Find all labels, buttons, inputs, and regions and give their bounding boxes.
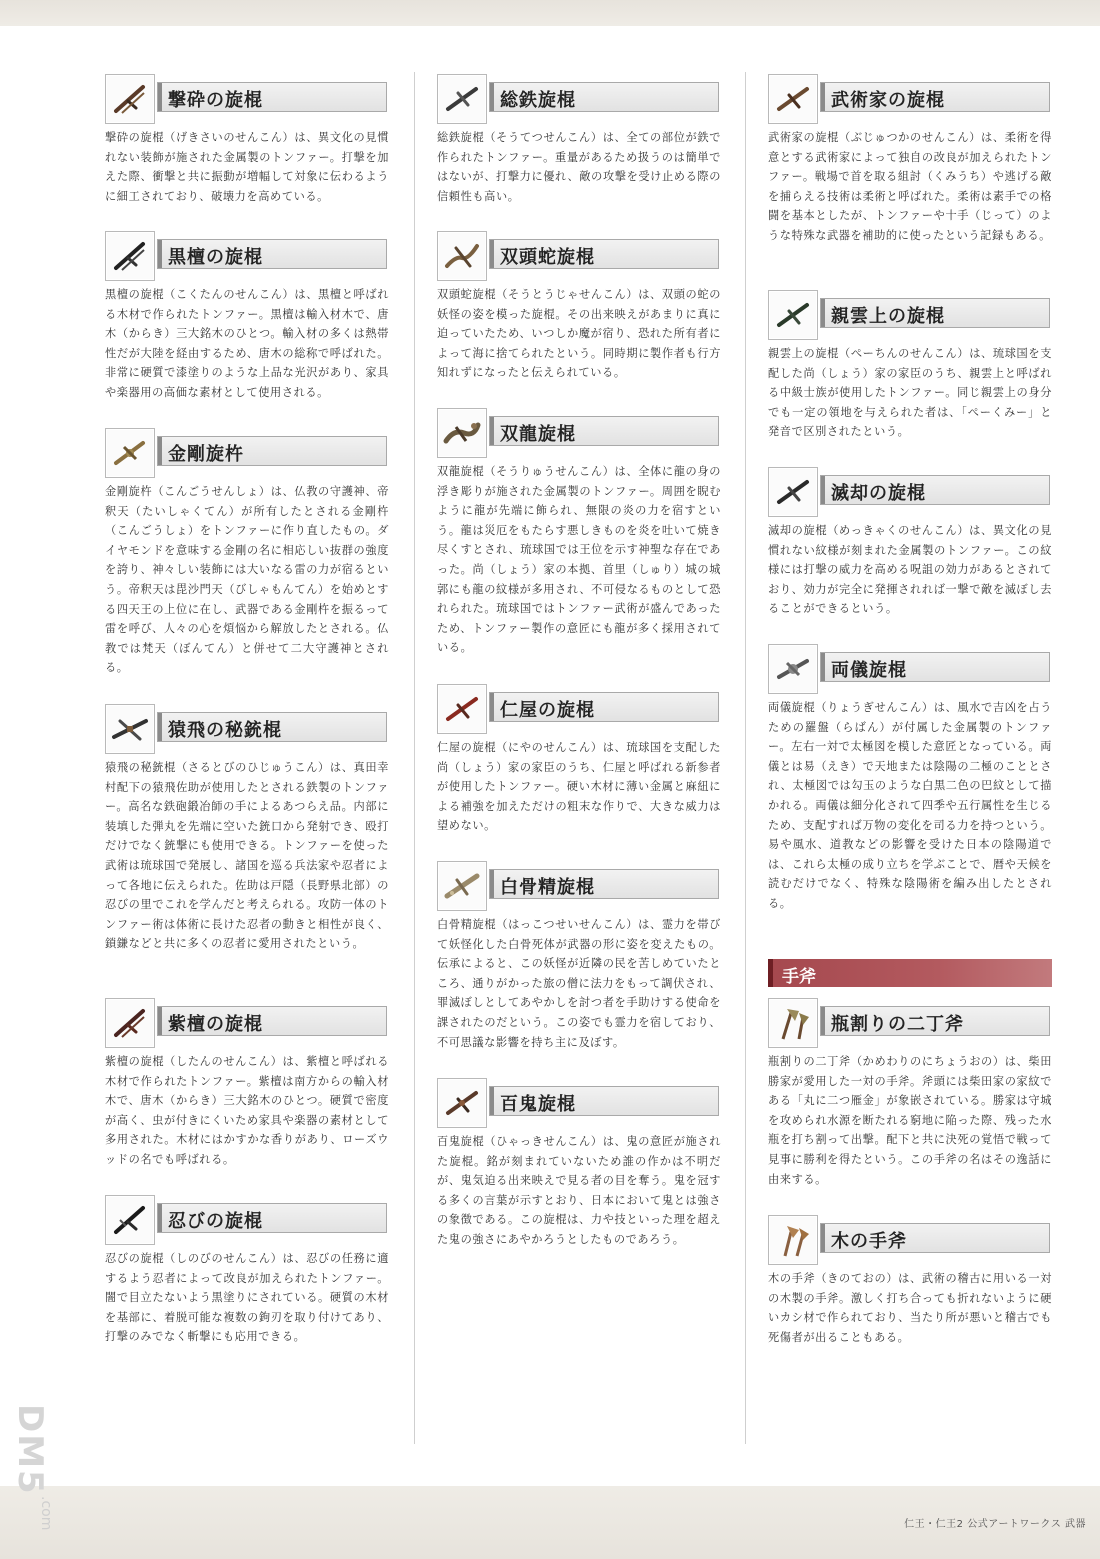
entry-description: 黒檀の旋棍（こくたんのせんこん）は、黒檀と呼ばれる木材で作られたトンファー。黒檀は輸入材木で、唐木（からき）三大銘木のひとつ。輸入材の多くは熱帯性だが大陸を経由するため、唐木の総称で呼ばれた。非常に硬質で漆塗りのような上品な光沢があり、家具や楽器用の高価な素材として使用される。	[105, 288, 389, 399]
entry-title: 金剛旋杵	[168, 444, 244, 465]
tonfa-icon	[105, 1195, 155, 1245]
entry-description: 木の手斧（きのておの）は、武術の稽古に用いる一対の木製の手斧。激しく打ち合っても折れないように硬いカシ材で作られており、当たり所が悪いと稽古でも死傷者が出ることもある。	[768, 1272, 1052, 1344]
entry-description: 双龍旋棍（そうりゅうせんこん）は、全体に龍の身の浮き彫りが施された金属製のトンファー。周囲を睨むように龍が先端に飾られ、無限の炎の力を宿すという。龍は災厄をもたらす悪しきものを炎を吐いて焼き尽くすとされ、琉球国では王位を示す神聖な存在であった。尚（しょう）家の本拠、首里（しゅり）城の城郭にも龍の紋様が多用され、不可侵なるものとして恐れられた。琉球国ではトンファー武術が盛んであったため、トンファー製作の意匠にも龍が多く採用されている。	[437, 465, 721, 655]
entry-title-bar	[820, 298, 1050, 328]
entry-title-bar	[489, 869, 719, 899]
tonfa-icon	[105, 998, 155, 1048]
entry-title-bar	[157, 239, 387, 269]
watermark-text: DM5	[10, 1404, 50, 1496]
entry-title: 総鉄旋棍	[500, 90, 576, 111]
entry-description: 百鬼旋棍（ひゃっきせんこん）は、鬼の意匠が施された旋棍。銘が刻まれていないため誰の作かは不明だが、鬼気迫る出来映えで見る者の目を奪う。鬼を冠する多くの言葉が示すとおり、日本において鬼とは強さの象徴である。この旋棍は、力や技といった理を超えた鬼の強さにあやかろうとしたものであろう。	[437, 1135, 721, 1246]
entry-title: 百鬼旋棍	[500, 1094, 576, 1115]
tonfa-icon	[105, 74, 155, 124]
vajra-tonfa-icon	[105, 428, 155, 478]
top-paper-band	[0, 0, 1100, 26]
entry-title-bar	[820, 82, 1050, 112]
entry-description: 忍びの旋棍（しのびのせんこん）は、忍びの任務に適するよう忍者によって改良が加えられたトンファー。闇で目立たないよう黒塗りにされている。硬質の木材を基部に、着脱可能な複数の鉤刃を取り付けてあり、打撃のみでなく斬撃にも応用できる。	[105, 1252, 389, 1344]
section-header-hand-axe	[768, 959, 1052, 987]
entry-title-bar	[157, 712, 387, 742]
entry-title: 両儀旋棍	[831, 660, 907, 681]
entry-title: 親雲上の旋棍	[831, 306, 945, 327]
entry-description: 両儀旋棍（りょうぎせんこん）は、風水で吉凶を占うための羅盤（らばん）が付属した金属製のトンファー。左右一対で太極図を模した意匠となっている。両儀とは易（えき）で天地または陰陽の二極のこととされ、太極図では勾玉のような白黒二色の巴紋として描かれる。両儀は細分化されて四季や五行属性を生じるため、支配すれば万物の変化を司る力を持つという。易や風水、道教などの影響を受けた日本の陰陽道では、これら太極の成り立ちを学ぶことで、暦や天候を読むだけでなく、特殊な陰陽術を編み出したとされる。	[768, 701, 1052, 910]
section-title: 手斧	[782, 967, 816, 987]
oni-tonfa-icon	[437, 1078, 487, 1128]
watermark-suffix: .com	[38, 1496, 54, 1531]
tonfa-icon	[105, 231, 155, 281]
entry-title-bar	[489, 416, 719, 446]
entry-title: 忍びの旋棍	[168, 1211, 263, 1232]
entry-title-bar	[157, 1006, 387, 1036]
tonfa-icon	[437, 74, 487, 124]
entry-title-bar	[157, 82, 387, 112]
serpent-tonfa-icon	[437, 231, 487, 281]
entry-description: 双頭蛇旋棍（そうとうじゃせんこん）は、双頭の蛇の妖怪の姿を模った旋棍。その出来映えがあまりに真に迫っていたため、いつしか魔が宿り、恐れた所有者によって海に捨てられたという。同時期に製作者も行方知れずになったと伝えられている。	[437, 288, 721, 380]
entry-title: 滅却の旋棍	[831, 483, 926, 504]
entry-description: 紫檀の旋棍（したんのせんこん）は、紫檀と呼ばれる木材で作られたトンファー。紫檀は南方からの輸入材木で、唐木（からき）三大銘木のひとつ。硬質で密度が高く、虫が付きにくいため家具や楽器の素材として多用された。木材にはかすかな香りがあり、ローズウッドの名でも呼ばれる。	[105, 1055, 389, 1166]
bone-tonfa-icon	[437, 861, 487, 911]
tonfa-icon	[768, 467, 818, 517]
site-watermark	[2, 1404, 62, 1554]
entry-description: 白骨精旋棍（はっこつせいせんこん）は、霊力を帯びて妖怪化した白骨死体が武器の形に姿を変えたもの。伝承によると、この妖怪が近隣の民を苦しめていたところ、通りがかった旅の僧に法力をもって調伏され、罪滅ぼしとしてあやかしを討つ者を手助けする使命を課されたのだという。この姿でも霊力を宿しており、不可思議な影響を持ち主に及ぼす。	[437, 918, 721, 1049]
entry-description: 親雲上の旋棍（ぺーちんのせんこん）は、琉球国を支配した尚（しょう）家の家臣のうち、親雲上と呼ばれる中級士族が使用したトンファー。同じ親雲上の身分でも一定の領地を与えられた者は、「ぺーくみー」と発音で区別されたという。	[768, 347, 1052, 439]
entry-description: 総鉄旋棍（そうてつせんこん）は、全ての部位が鉄で作られたトンファー。重量があるため扱うのは簡単ではないが、打撃力に優れ、敵の攻撃を受け止める際の信頼性も高い。	[437, 131, 721, 203]
entry-title: 仁屋の旋棍	[500, 700, 595, 721]
entry-description: 撃砕の旋棍（げきさいのせんこん）は、異文化の見慣れない装飾が施された金属製のトンファー。打撃を加えた際、衝撃と共に振動が増幅して対象に伝わるように細工されており、破壊力を高めている。	[105, 131, 389, 203]
entry-title-bar	[157, 436, 387, 466]
entry-title: 瓶割りの二丁斧	[831, 1014, 964, 1035]
wooden-axe-icon	[768, 1215, 818, 1265]
entry-title: 木の手斧	[831, 1231, 907, 1252]
entry-description: 仁屋の旋棍（にやのせんこん）は、琉球国を支配した尚（しょう）家の家臣のうち、仁屋と呼ばれる新参者が使用したトンファー。硬い木材に薄い金属と麻紐による補強を加えただけの粗末な作りで、大きな威力は望めない。	[437, 741, 721, 833]
entry-description: 猿飛の秘銃棍（さるとびのひじゅうこん）は、真田幸村配下の猿飛佐助が使用したとされる鉄製のトンファー。高名な鉄砲鍛冶師の手によるあつらえ品。内部に装填した弾丸を先端に空いた銃口から発射でき、殴打だけでなく銃撃にも使用できる。トンファーを使った武術は琉球国で発展し、諸国を巡る兵法家や忍者によって各地に伝えられた。佐助は戸隠（長野県北部）の忍びの里でこれを学んだと考えられる。攻防一体のトンファー術は体術に長けた忍者の動きと相性が良く、鎖鎌などと共に多くの忍者に愛用されたという。	[105, 761, 389, 951]
entry-title-bar	[489, 239, 719, 269]
entry-title: 双龍旋棍	[500, 424, 576, 445]
entry-title: 黒檀の旋棍	[168, 247, 263, 268]
entry-title-bar	[489, 82, 719, 112]
entry-title: 武術家の旋棍	[831, 90, 945, 111]
entry-title-bar	[489, 692, 719, 722]
entry-title-bar	[820, 475, 1050, 505]
entry-title-bar	[820, 1223, 1050, 1253]
entry-description: 金剛旋杵（こんごうせんしょ）は、仏教の守護神、帝釈天（たいしゃくてん）が所有したとされる金剛杵（こんごうしょ）をトンファーに作り直したもの。ダイヤモンドを意味する金剛の名に相応しい抜群の強度を誇り、神々しい装飾には大いなる雷の力が宿るという。帝釈天は毘沙門天（びしゃもんてん）を始めとする四天王の上位に在し、武器である金剛杵を振るって雷を呼び、人々の心を煩悩から解放したとされる。仏教では梵天（ぼんてん）と併せて二大守護神とされる。	[105, 485, 389, 675]
column-divider	[745, 72, 746, 1444]
column-divider	[414, 72, 415, 1444]
twin-axe-icon	[768, 998, 818, 1048]
tonfa-icon	[768, 74, 818, 124]
entry-title-bar	[157, 1203, 387, 1233]
entry-title: 紫檀の旋棍	[168, 1014, 263, 1035]
entry-title: 双頭蛇旋棍	[500, 247, 595, 268]
page-footer: 仁王・仁王2 公式アートワークス 武器	[904, 1519, 1086, 1530]
entry-description: 瓶割りの二丁斧（かめわりのにちょうおの）は、柴田勝家が愛用した一対の手斧。斧頭には柴田家の家紋である「丸に二つ雁金」が象嵌されている。勝家は守城を攻められ水源を断たれる窮地に陥った際、残った水瓶を打ち割って出撃。配下と共に決死の覚悟で戦って見事に勝利を得たという。この手斧の名はその逸話に由来する。	[768, 1055, 1052, 1186]
entry-title: 猿飛の秘銃棍	[168, 720, 282, 741]
entry-description: 滅却の旋棍（めっきゃくのせんこん）は、異文化の見慣れない紋様が刻まれた金属製のトンファー。この紋様には打撃の威力を高める呪詛の効力があるとされており、効力が完全に発揮されれば一撃で敵を滅ぼし去ることができるという。	[768, 524, 1052, 616]
entry-title-bar	[820, 1006, 1050, 1036]
gun-tonfa-icon	[105, 704, 155, 754]
tonfa-icon	[437, 684, 487, 734]
entry-description: 武術家の旋棍（ぶじゅつかのせんこん）は、柔術を得意とする武術家によって独自の改良が加えられたトンファー。戦場で首を取る組討（くみうち）や逃げる敵を捕らえる技術は柔術と呼ばれた。柔術は素手での格闘を基本としたが、トンファーや十手（じって）のような特殊な武器を補助的に使ったという記録もある。	[768, 131, 1052, 242]
entry-title-bar	[820, 652, 1050, 682]
entry-title: 白骨精旋棍	[500, 877, 595, 898]
entry-title-bar	[489, 1086, 719, 1116]
dragon-tonfa-icon	[437, 408, 487, 458]
tonfa-icon	[768, 290, 818, 340]
yinyang-tonfa-icon	[768, 644, 818, 694]
entry-title: 撃砕の旋棍	[168, 90, 263, 111]
